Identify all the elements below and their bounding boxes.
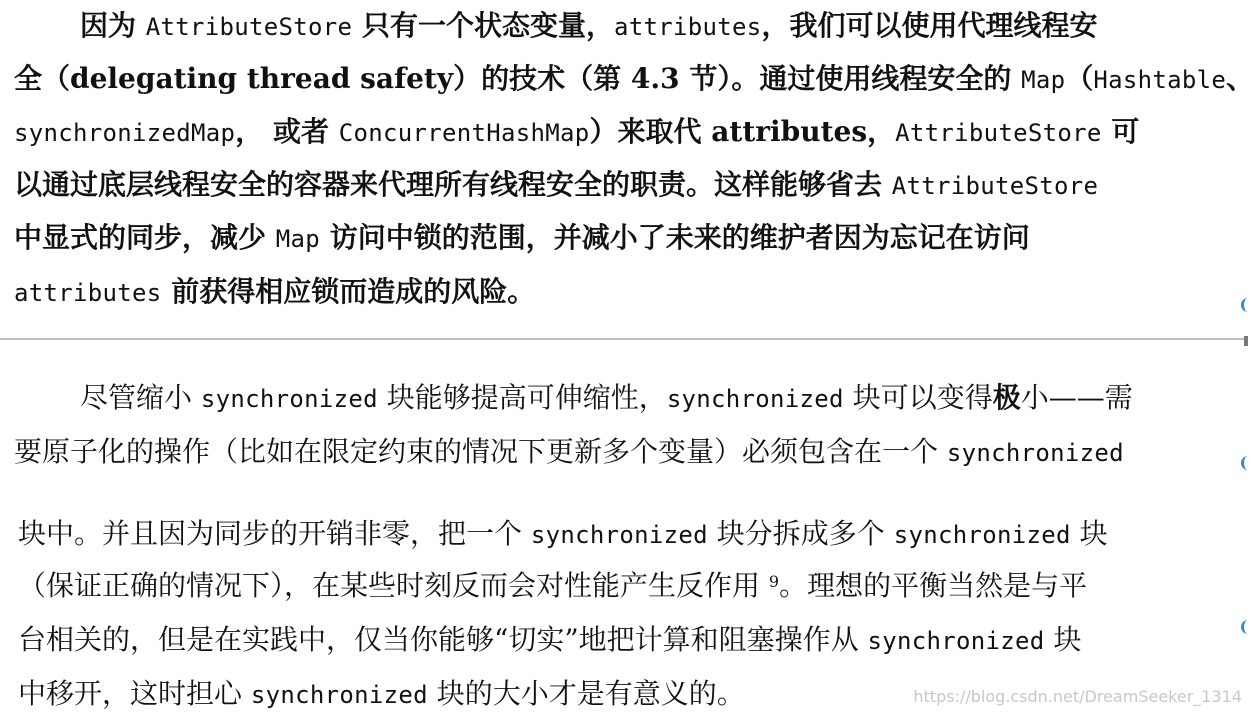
paragraph-line: 以通过底层线程安全的容器来代理所有线程安全的职责。这样能够省去 AttributeStore [14,168,1099,201]
paragraph-line: 中显式的同步，减少 Map 访问中锁的范围，并减小了未来的维护者因为忘记在访问 [14,221,1030,254]
section-divider [0,338,1248,340]
paragraph-line: （保证正确的情况下），在某些时刻反而会对性能产生反作用 $^9$。理想的平衡当然是与平 [18,569,1088,602]
paragraph-line: 要原子化的操作（比如在限定约束的情况下更新多个变量）必须包含在一个 synchronized [14,435,1124,468]
edge-bracket-icon [1241,298,1248,312]
edge-bracket-icon [1241,620,1248,634]
paragraph-line: 中移开，这时担心 synchronized 块的大小才是有意义的。 [18,677,745,710]
paragraph-line: 块中。并且因为同步的开销非零，把一个 synchronized 块分拆成多个 synchronized 块 [18,517,1108,550]
watermark: https://blog.csdn.net/DreamSeeker_1314 [913,687,1242,706]
paragraph-line: attributes 前获得相应锁而造成的风险。 [14,275,536,308]
paragraph-line: 台相关的，但是在实践中，仅当你能够“切实”地把计算和阻塞操作从 synchronized 块 [18,623,1082,656]
footnote-marker: 9 [768,572,780,591]
paragraph-line: 尽管缩小 synchronized 块能够提高可伸缩性，synchronized 块可以变得极小——需 [80,381,1133,414]
scroll-marker-icon [1244,336,1248,346]
paragraph-line: 全（delegating thread safety）的技术（第 4.3 节）。通过使用线程安全的 Map（Hashtable、 [14,62,1254,95]
paragraph-line: 因为 AttributeStore 只有一个状态变量，attributes，我们可以使用代理线程安 [80,9,1098,42]
edge-bracket-icon [1241,456,1248,470]
paragraph-line: synchronizedMap， 或者 ConcurrentHashMap）来取代 attributes，AttributeStore 可 [14,115,1140,148]
